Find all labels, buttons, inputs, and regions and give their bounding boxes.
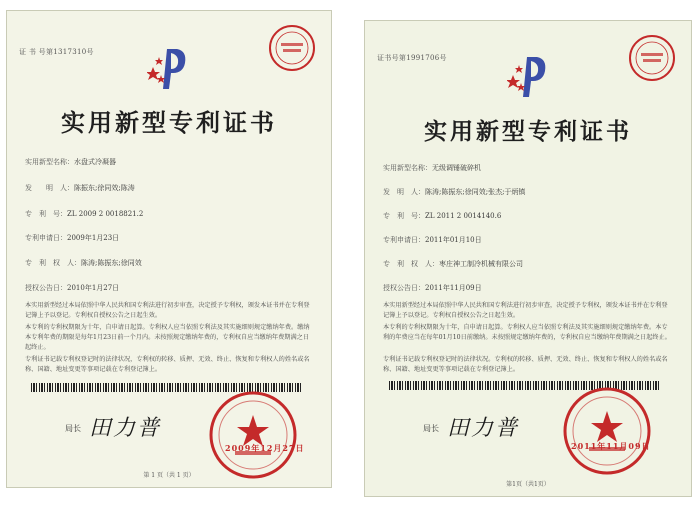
field-patent-number xyxy=(25,209,143,219)
field-value: 2009年1月23日 xyxy=(67,234,120,242)
signer-label: 局长 xyxy=(65,424,81,433)
field-name xyxy=(25,157,116,167)
field-value: ZL 2011 2 0014140.6 xyxy=(425,212,502,220)
field-value: 陈涛;陈振东;徐同效;张杰;于炳镇 xyxy=(425,188,526,196)
field-value: 枣庄神工制冷机械有限公司 xyxy=(439,260,523,268)
field-name xyxy=(383,163,481,173)
signer-label: 局长 xyxy=(423,424,439,433)
field-label: 授权公告日： xyxy=(383,284,425,292)
field-value: 2011年11月09日 xyxy=(425,284,482,292)
certificate-right xyxy=(364,20,692,497)
field-patentee xyxy=(383,259,523,269)
field-label: 发 明 人： xyxy=(25,184,74,192)
field-filing-date xyxy=(25,233,119,243)
field-patentee xyxy=(25,258,142,268)
field-label: 专 利 号： xyxy=(25,210,67,218)
grant-paragraph: 本实用新型经过本局依照中华人民共和国专利法进行初步审查，决定授予专利权，颁发本证书并在专利登记簿上予以登记。专利权自授权公告之日起生效。 xyxy=(25,302,310,319)
grant-paragraph: 本实用新型经过本局依照中华人民共和国专利法进行初步审查，决定授予专利权，颁发本证书并在专利登记簿上予以登记。专利权自授权公告之日起生效。 xyxy=(383,302,668,319)
field-value: 水盘式冷凝器 xyxy=(74,158,116,166)
field-value: 2010年1月27日 xyxy=(67,284,120,292)
field-label: 专利申请日： xyxy=(25,234,67,242)
field-inventor xyxy=(25,183,135,193)
field-inventor xyxy=(383,187,525,197)
patent-office-emblem-icon xyxy=(147,45,193,91)
field-label: 专利申请日： xyxy=(383,236,425,244)
status-paragraph: 专利证书记载专利权登记时的法律状况。专利权的转移、质押、无效、终止、恢复和专利权人的姓名或名称、国籍、地址变更等事项记载在专利登记簿上。 xyxy=(383,356,668,373)
field-grant-date xyxy=(383,283,482,293)
patent-office-emblem-icon xyxy=(507,53,553,99)
field-patent-number xyxy=(383,211,501,221)
signature: 田力普 xyxy=(447,416,520,441)
field-label: 发 明 人： xyxy=(383,188,425,196)
status-paragraph: 专利证书记载专利权登记时的法律状况，专利权的转移、质押、无效、终止、恢复和专利权人的姓名或名称、国籍、地址变更等事项记载在专利登记簿上。 xyxy=(25,356,310,373)
term-paragraph: 本专利的专利权期限为十年，自申请日起算。专利权人应当依照专利法及其实施细则规定缴纳年费。本专利的年费应当在每年01月10日前缴纳。未按照规定缴纳年费的，专利权自应当缴纳年费期满之日起终止。 xyxy=(383,324,671,341)
seal-date: 2011年11月09日 xyxy=(571,441,651,451)
signature: 田力普 xyxy=(89,416,162,441)
field-value: 陈振东;徐同效;陈涛 xyxy=(74,184,135,192)
certificate-left xyxy=(6,10,332,488)
field-value: 陈涛;陈振东;徐同效 xyxy=(81,259,142,267)
official-seal-icon xyxy=(561,385,653,477)
field-label: 专 利 权 人： xyxy=(383,260,439,268)
field-label: 授权公告日： xyxy=(25,284,67,292)
official-seal-icon xyxy=(207,389,299,481)
field-label: 实用新型名称： xyxy=(383,164,432,172)
certificate-number: 证 书 号第1317310号 xyxy=(19,48,94,56)
field-value: ZL 2009 2 0018821.2 xyxy=(67,210,144,218)
page-number: 第 1 页（共 1 页） xyxy=(143,472,195,479)
field-value: 无级调锤破碎机 xyxy=(432,164,481,172)
field-filing-date xyxy=(383,235,482,245)
field-grant-date xyxy=(25,283,119,293)
field-label: 实用新型名称： xyxy=(25,158,74,166)
top-seal-stamp-icon xyxy=(267,23,317,73)
seal-date: 2009年12月27日 xyxy=(225,443,305,453)
certificate-number: 证书号第1991706号 xyxy=(377,54,447,62)
field-label: 专 利 号： xyxy=(383,212,425,220)
certificate-title: 实用新型专利证书 xyxy=(424,118,632,145)
top-seal-stamp-icon xyxy=(627,33,677,83)
certificate-title: 实用新型专利证书 xyxy=(61,108,277,137)
field-value: 2011年01月10日 xyxy=(425,236,482,244)
field-label: 专 利 权 人： xyxy=(25,259,81,267)
page-number: 第1页（共1页） xyxy=(506,481,550,488)
term-paragraph: 本专利的专利权期限为十年，自申请日起算。专利权人应当依照专利法及其实施细则规定缴纳年费。缴纳本专利年费的期限是每年1月23日前一个月内。未按照规定缴纳年费的，专利权自应当缴纳年费期满之日起终止。 xyxy=(25,324,310,351)
